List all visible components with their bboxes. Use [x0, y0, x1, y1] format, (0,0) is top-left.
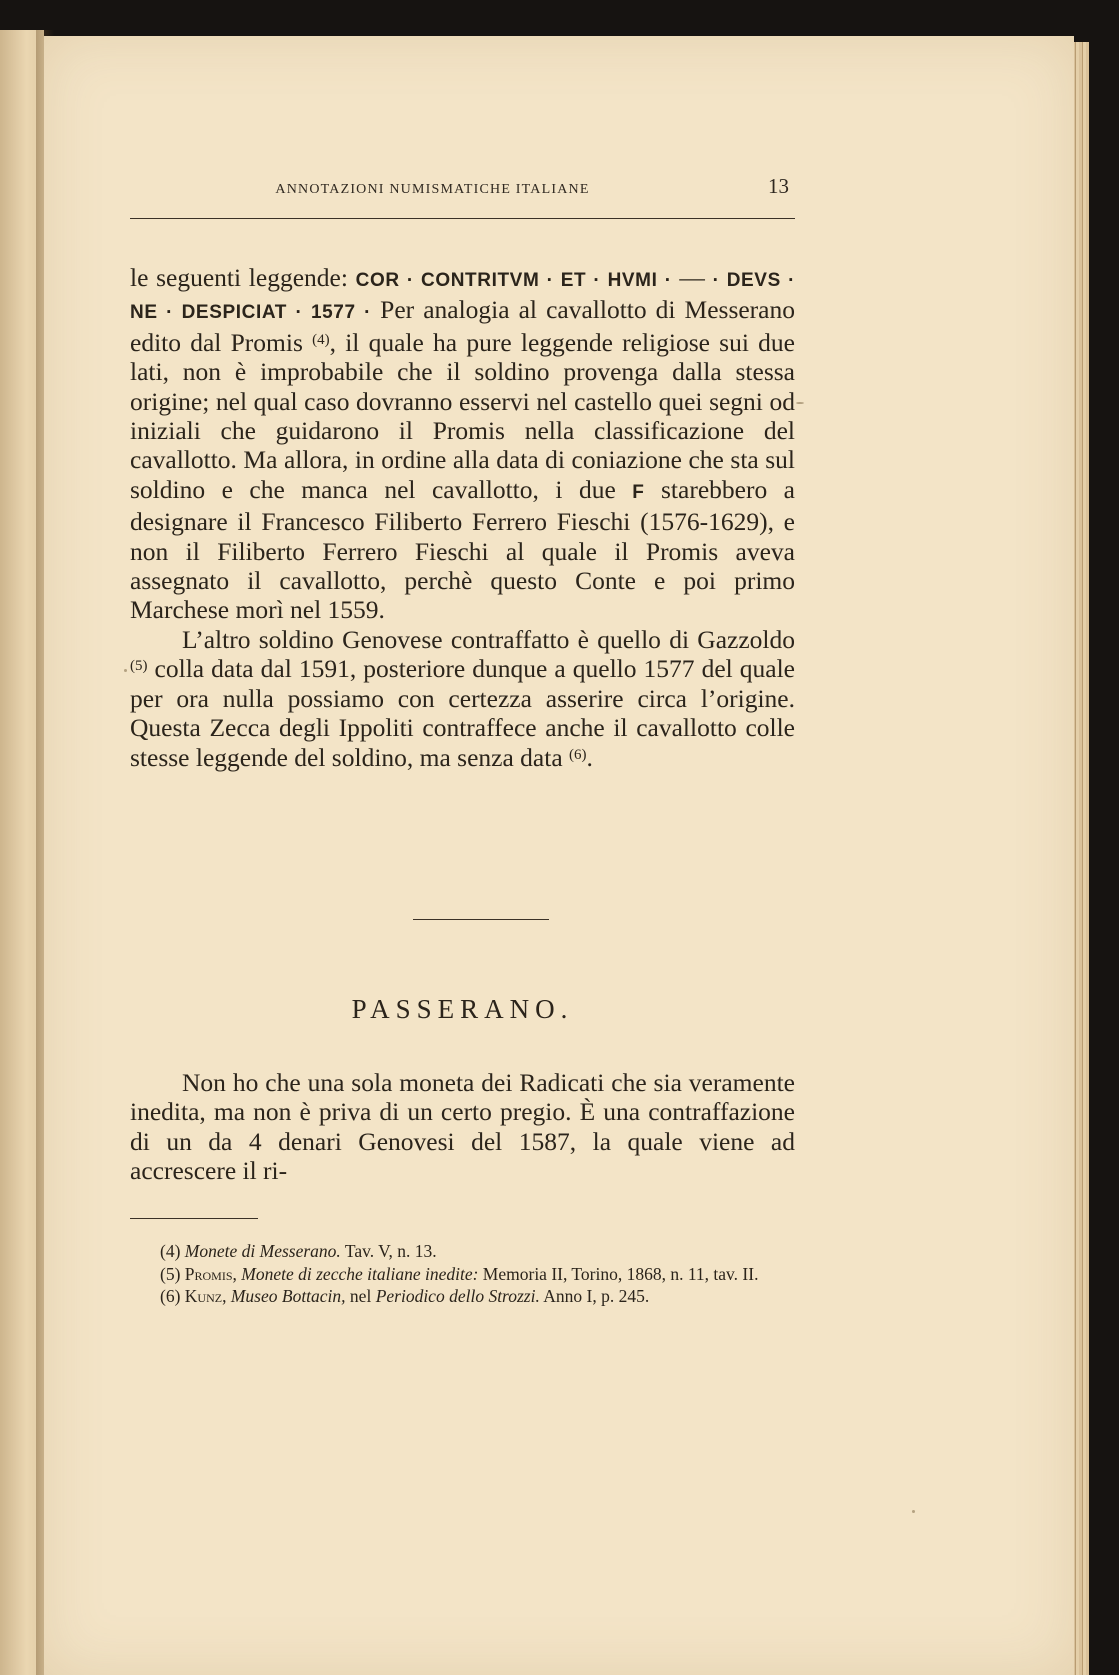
- text-run: L’altro soldino Genovese contraffatto è quello di Gazzoldo: [182, 624, 795, 654]
- page-header: [130, 168, 795, 208]
- footnote-journal: Periodico dello Strozzi.: [375, 1286, 540, 1306]
- text-run: —: [671, 263, 713, 292]
- text-run: colla data dal 1591, posteriore dunque a quello 1577 del quale per ora nulla possiamo con certezza asserire circa l’origine. Questa Zecca degli Ippoliti contraffece anche il cavallotto colle stesse leggende del soldino, ma senza data: [130, 654, 795, 772]
- footnote-title: Monete di zecche italiane inedite:: [241, 1263, 479, 1284]
- footnote-ref-5[interactable]: (5): [130, 658, 148, 675]
- footnote-number: (4): [160, 1241, 181, 1261]
- footnote-text: Tav. V, n. 13.: [340, 1241, 437, 1261]
- footnote-text: Anno I, p. 245.: [539, 1286, 650, 1306]
- footnote-ref-6[interactable]: (6): [569, 746, 587, 763]
- text-run: , il quale ha pure leggende religiose sui due lati, non è improbabile che il soldino provenga dalla stessa origine; nel qual caso dovranno esservi nel castello quei segni od iniziali che guidarono il Promis nella classificazione del cavallotto. Ma allora, in ordine alla data di coniazione che sta sul soldino e che manca nel cavallotto, i due: [130, 327, 795, 504]
- paragraph-3: Non ho che una sola moneta dei Radicati che sia veramente inedita, ma non è priva di un certo pregio. È una contraffazione di un da 4 denari Genovesi del 1587, la quale viene ad accrescere il ri-: [130, 1068, 795, 1186]
- footnote-text: nel: [345, 1286, 376, 1306]
- text-run: le seguenti leggende:: [130, 263, 356, 292]
- section-title: PASSERANO.: [351, 994, 574, 1024]
- footnote-text: Memoria II, Torino, 1868, n. 11, tav. II.: [478, 1263, 759, 1284]
- footnote-title: Monete di Messerano.: [184, 1241, 341, 1261]
- footnotes: [130, 1240, 795, 1308]
- text-run: Per analogia al cavallotto di Messerano edito dal Promis: [130, 295, 795, 357]
- footnote-number: (6): [160, 1286, 181, 1306]
- footnote-title: Museo Bottacin,: [230, 1286, 346, 1306]
- page-number: 13: [768, 174, 789, 198]
- paragraph-2: [130, 625, 795, 772]
- text-run: starebbero a designare il Francesco Filiberto Ferrero Fieschi (1576-1629), e non il Filiberto Ferrero Fieschi al quale il Promis aveva assegnato il cavallotto, perchè questo Conte e poi primo Marchese morì nel 1559.: [130, 474, 796, 625]
- footnote-author: Promis,: [184, 1263, 237, 1284]
- paragraph-1: [130, 263, 795, 625]
- section-divider: [413, 919, 549, 920]
- coin-legend-obverse: COR · CONTRITVM · ET · HVMI ·: [355, 270, 672, 291]
- footnote-ref-4[interactable]: (4): [312, 331, 330, 348]
- footnote-number: (5): [160, 1263, 181, 1284]
- footnote-rule: [130, 1218, 258, 1219]
- footnote-6: [130, 1285, 795, 1308]
- coin-legend-reverse: · DEVS · NE · DESPICIAT · 1577 ·: [130, 270, 795, 324]
- footnote-5: [130, 1263, 795, 1286]
- coin-letter-f: F: [632, 481, 645, 503]
- text-run: .: [586, 742, 593, 772]
- footnote-author: Kunz,: [184, 1286, 227, 1306]
- section-text: [130, 1068, 795, 1186]
- running-head: ANNOTAZIONI NUMISMATICHE ITALIANE: [275, 182, 590, 197]
- main-text: [130, 263, 795, 772]
- header-rule: [130, 218, 795, 219]
- footnote-4: [130, 1240, 795, 1263]
